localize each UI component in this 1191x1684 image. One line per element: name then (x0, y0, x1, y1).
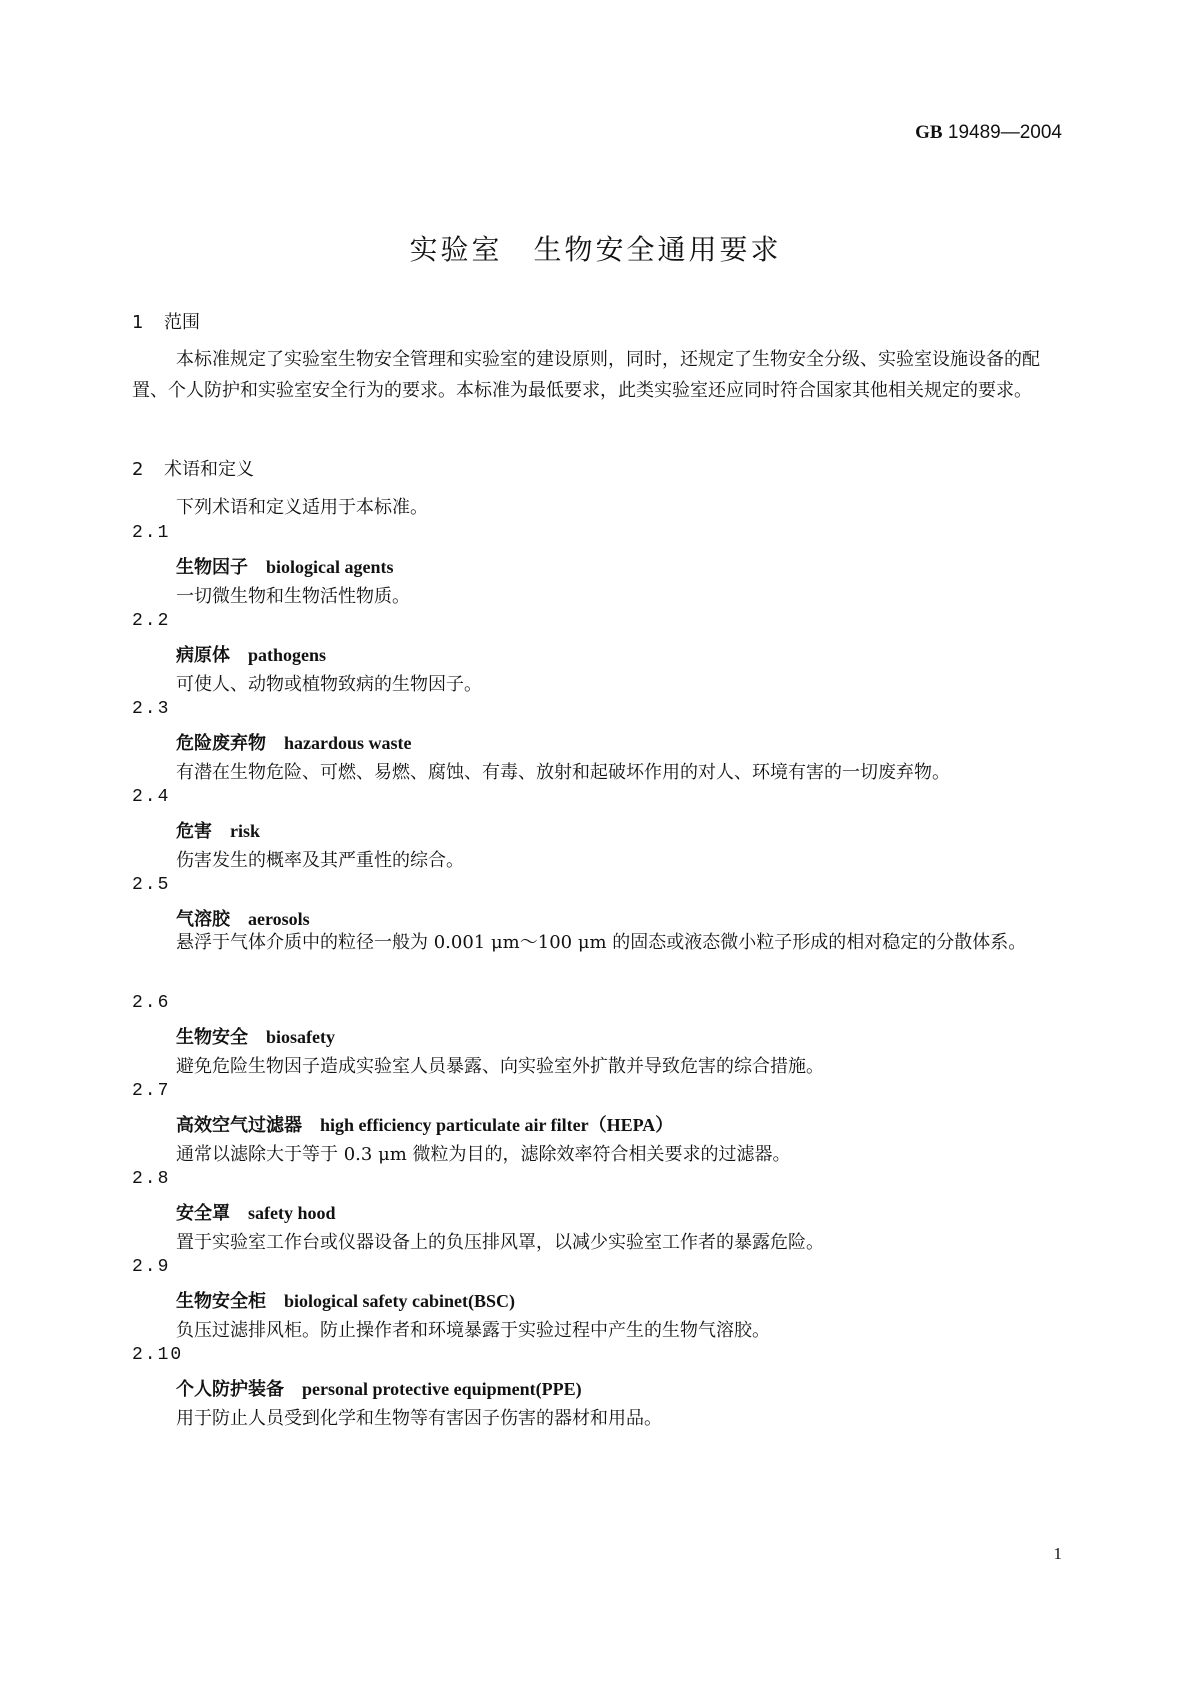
term-en: personal protective equipment(PPE) (302, 1379, 582, 1399)
section-1-paragraph: 本标准规定了实验室生物安全管理和实验室的建设原则，同时，还规定了生物安全分级、实验室设施设备的配置、个人防护和实验室安全行为的要求。本标准为最低要求，此类实验室还应同时符合国家其他相关规定的要求。 (132, 349, 1040, 401)
section-1-title: 范围 (164, 312, 200, 333)
term-definition: 避免危险生物因子造成实验室人员暴露、向实验室外扩散并导致危害的综合措施。 (176, 1056, 824, 1077)
term-definition: 用于防止人员受到化学和生物等有害因子伤害的器材和用品。 (176, 1408, 662, 1429)
clause-number: 2.3 (132, 699, 171, 719)
clause-number: 2.1 (132, 523, 171, 543)
term-definition: 一切微生物和生物活性物质。 (176, 586, 410, 607)
term-heading (176, 1375, 582, 1401)
term-heading (176, 729, 412, 755)
term-heading (176, 817, 260, 843)
term-heading (176, 641, 326, 667)
page-number: 1 (1053, 1544, 1062, 1563)
term-en: hazardous waste (284, 733, 412, 753)
term-zh: 个人防护装备 (176, 1379, 284, 1400)
section-1-body (132, 344, 1062, 406)
term-zh: 危险废弃物 (176, 733, 266, 754)
term-definition: 置于实验室工作台或仪器设备上的负压排风罩，以减少实验室工作者的暴露危险。 (176, 1232, 824, 1253)
clause-number: 2.4 (132, 787, 171, 807)
clause-number: 2.6 (132, 993, 171, 1013)
clause-number: 2.7 (132, 1081, 171, 1101)
term-heading (176, 1023, 335, 1049)
standard-code (840, 122, 1062, 144)
term-heading (176, 1287, 515, 1313)
clause-number: 2.2 (132, 611, 171, 631)
term-zh: 危害 (176, 821, 212, 842)
term-zh: 安全罩 (176, 1203, 230, 1224)
term-definition: 负压过滤排风柜。防止操作者和环境暴露于实验过程中产生的生物气溶胶。 (176, 1320, 770, 1341)
term-en: biological agents (266, 557, 394, 577)
term-en: aerosols (248, 909, 310, 929)
term-en: risk (230, 821, 261, 841)
document-title: 实验室 生物安全通用要求 (409, 233, 782, 266)
term-definition-text: 悬浮于气体介质中的粒径一般为 0.001 μm～100 μm 的固态或液态微小粒子形成的相对稳定的分散体系。 (176, 932, 1027, 953)
section-2-number: 2 (132, 459, 144, 480)
term-definition (132, 928, 1062, 958)
term-definition: 可使人、动物或植物致病的生物因子。 (176, 674, 482, 695)
term-zh: 气溶胶 (176, 909, 230, 930)
term-zh: 高效空气过滤器 (176, 1115, 302, 1136)
term-en: biosafety (266, 1027, 335, 1047)
term-heading (176, 1111, 673, 1137)
section-1-heading (132, 308, 200, 334)
section-2-heading (132, 455, 254, 481)
clause-number: 2.9 (132, 1257, 171, 1277)
clause-number: 2.8 (132, 1169, 171, 1189)
term-zh: 生物安全柜 (176, 1291, 266, 1312)
term-heading (176, 553, 394, 579)
term-zh: 病原体 (176, 645, 230, 666)
term-heading (176, 1199, 336, 1225)
term-en: biological safety cabinet(BSC) (284, 1291, 515, 1311)
clause-number: 2.5 (132, 875, 171, 895)
term-en: high efficiency particulate air filter（HEPA） (320, 1115, 674, 1135)
section-1-number: 1 (132, 312, 144, 333)
term-en: pathogens (248, 645, 327, 665)
term-zh: 生物因子 (176, 557, 248, 578)
term-zh: 生物安全 (176, 1027, 248, 1048)
term-definition: 有潜在生物危险、可燃、易燃、腐蚀、有毒、放射和起破坏作用的对人、环境有害的一切废弃物。 (176, 762, 950, 783)
term-definition: 伤害发生的概率及其严重性的综合。 (176, 850, 464, 871)
clause-number: 2.10 (132, 1345, 184, 1365)
term-en: safety hood (248, 1203, 336, 1223)
section-2-intro: 下列术语和定义适用于本标准。 (176, 497, 428, 518)
section-2-title: 术语和定义 (164, 459, 254, 480)
standard-number: 19489—2004 (942, 122, 1062, 143)
term-definition: 通常以滤除大于等于 0.3 μm 微粒为目的，滤除效率符合相关要求的过滤器。 (176, 1144, 791, 1165)
standard-prefix: GB (915, 122, 943, 143)
